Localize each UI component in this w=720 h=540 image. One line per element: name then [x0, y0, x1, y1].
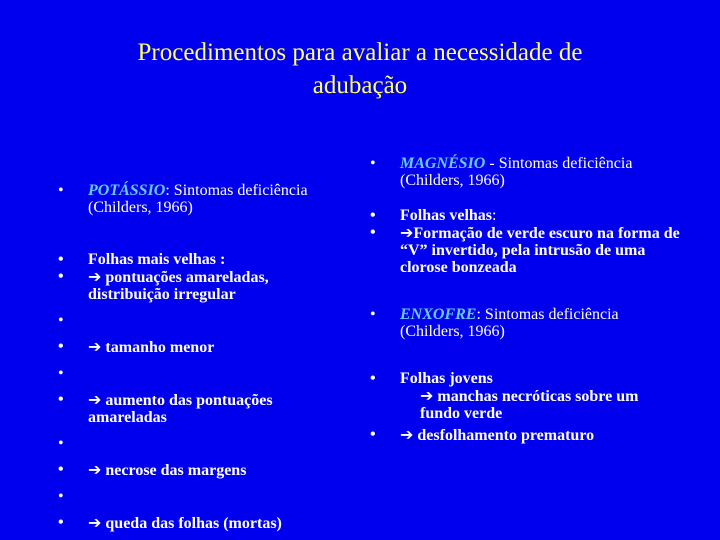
bullet-icon: • — [58, 338, 64, 355]
left-column — [58, 182, 348, 532]
symptom-text: pontuações amareladas, distribuição irregular — [88, 269, 269, 303]
leaf-age-label: Folhas jovens — [400, 370, 493, 387]
list-item — [370, 306, 680, 340]
arrow-icon: ➔ — [88, 460, 102, 479]
symptom-text: tamanho menor — [105, 339, 215, 356]
leaf-age-label: Folhas mais velhas : — [88, 251, 226, 268]
leaf-age-colon: : — [492, 207, 497, 224]
arrow-icon: ➔ — [88, 390, 102, 409]
symptom-subtext — [400, 387, 680, 422]
list-item — [370, 155, 680, 189]
symptom-text-tail: ) — [276, 515, 282, 532]
list-item — [58, 391, 348, 426]
list-item — [58, 268, 348, 303]
slide-title — [40, 36, 680, 102]
bullet-icon: • — [370, 155, 376, 172]
list-item — [58, 514, 348, 532]
nutrient-desc: : Sintomas deficiência (Childers, 1966) — [400, 306, 619, 340]
list-item — [58, 435, 348, 452]
nutrient-term-potassio: POTÁSSIO — [88, 182, 166, 199]
list-item — [58, 182, 348, 216]
nutrient-term-enxofre: ENXOFRE — [400, 306, 477, 323]
symptom-text: desfolhamento prematuro — [417, 427, 595, 444]
bullet-icon: • — [58, 268, 64, 285]
list-item — [58, 365, 348, 382]
leaf-age-label: Folhas velhas — [400, 207, 493, 224]
bullet-icon: • — [58, 488, 64, 505]
bullet-icon: • — [58, 514, 64, 531]
symptom-text: aumento das pontuações amareladas — [88, 392, 273, 426]
bullet-icon: • — [58, 391, 64, 408]
bullet-icon: • — [58, 312, 64, 329]
list-item — [370, 224, 680, 276]
bullet-icon: • — [370, 370, 376, 387]
nutrient-desc: - Sintomas deficiência (Childers, 1966) — [400, 155, 633, 189]
list-item — [58, 251, 348, 268]
list-item — [58, 461, 348, 479]
nutrient-desc: : Sintomas deficiência (Childers, 1966) — [88, 182, 308, 216]
arrow-icon: ➔ — [88, 267, 102, 286]
symptom-text: Formação de verde escuro na forma de “V” invertido, pela intrusão de uma clorose bonzeada — [400, 225, 680, 276]
arrow-icon: ➔ — [400, 425, 414, 444]
bullet-icon: • — [58, 365, 64, 382]
list-item — [370, 426, 680, 444]
bullet-icon: • — [58, 251, 64, 268]
bullet-icon: • — [370, 207, 376, 224]
bullet-icon: • — [370, 306, 376, 323]
list-item — [58, 312, 348, 329]
arrow-icon: ➔ — [88, 337, 102, 356]
list-item — [58, 488, 348, 505]
bullet-icon: • — [370, 224, 376, 241]
bullet-icon: • — [58, 435, 64, 452]
title-line-1: Procedimentos para avaliar a necessidade de — [137, 39, 583, 66]
arrow-icon: ➔ — [420, 386, 434, 405]
nutrient-term-magnesio: MAGNÉSIO — [400, 155, 486, 172]
bullet-icon: • — [370, 426, 376, 443]
symptom-text: manchas necróticas sobre um fundo verde — [420, 388, 639, 422]
bullet-icon: • — [58, 461, 64, 478]
bullet-icon: • — [58, 182, 64, 199]
arrow-icon: ➔ — [400, 223, 414, 242]
list-item — [370, 207, 680, 224]
symptom-text: necrose das margens — [105, 462, 247, 479]
list-item — [370, 370, 680, 422]
list-item — [58, 338, 348, 356]
symptom-text: queda das folhas (mortas — [105, 515, 277, 532]
arrow-icon: ➔ — [88, 513, 102, 532]
title-line-2: adubação — [312, 72, 408, 99]
right-column — [370, 155, 680, 444]
